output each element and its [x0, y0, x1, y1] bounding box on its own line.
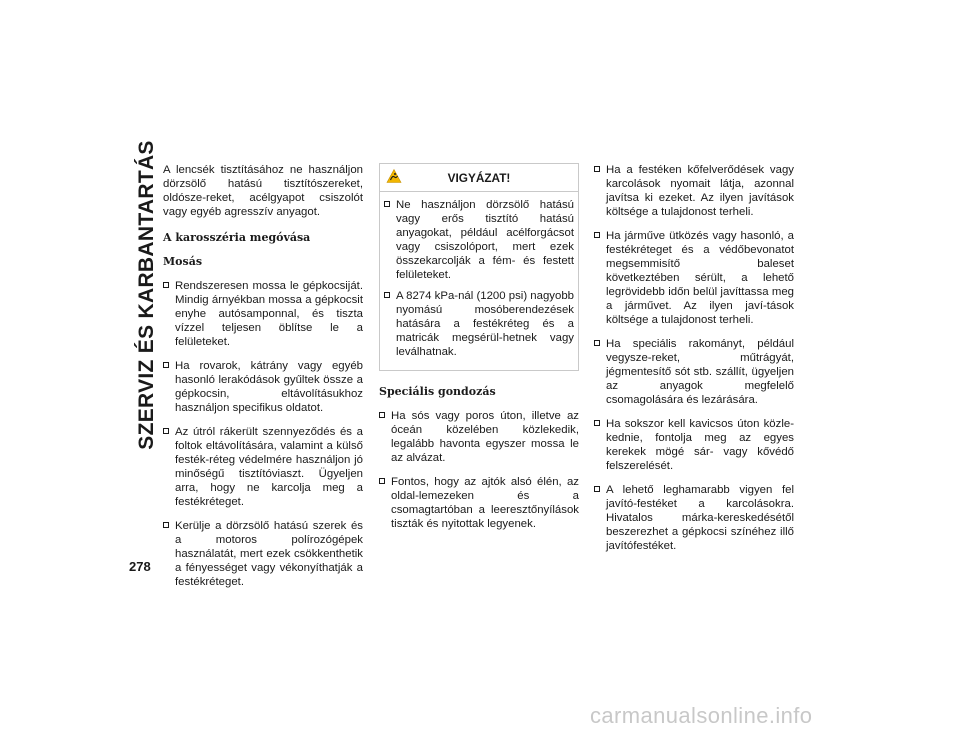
section-heading-body-care: A karosszéria megóvása	[163, 231, 311, 244]
list-item: Ha sokszor kell kavicsos úton közle-kednie, fontolja meg az egyes kerekek mögé sár- vagy kővédő felszerelését.	[594, 417, 794, 473]
list-item: Az útról rákerült szennyeződés és a foltok eltávolítására, valamint a külső festék-réteg védelmére használjon jó minőségű tisztítóviaszt. Ügyeljen arra, hogy ne karcolja meg a festékréteget.	[163, 425, 363, 509]
list-item: Ha a festéken kőfelverődések vagy karcolások nyomait látja, azonnal javítsa ki ezeket. Az ilyen javítások költsége a tulajdonost terheli.	[594, 163, 794, 219]
square-bullet-icon	[594, 166, 600, 172]
list-item: Ha rovarok, kátrány vagy egyéb hasonló lerakódások gyűltek össze a gépkocsin, eltávolításukhoz használjon specifikus oldatot.	[163, 359, 363, 415]
list-item: Ha speciális rakományt, például vegysze-reket, műtrágyát, jégmentesítő sót stb. szállít, ügyeljen az anyagok megfelelő csomagolására és lezárására.	[594, 337, 794, 407]
list-item: Rendszeresen mossa le gépkocsiját. Mindig árnyékban mossa a gépkocsit enyhe autósamponnal, és tiszta vízzel teljesen öblítse le a felületeket.	[163, 279, 363, 349]
square-bullet-icon	[594, 486, 600, 492]
intro-paragraph: A lencsék tisztításához ne használjon dörzsölő hatású tisztítószereket, oldósze-reket, acélgyapot csiszolót vagy egyéb agresszív anyagot.	[163, 164, 363, 218]
list-item: Kerülje a dörzsölő hatású szerek és a motoros polírozógépek használatát, mert ezek csökkenthetik a fényességet vagy vékonyíthatják a festékréteget.	[163, 519, 363, 589]
square-bullet-icon	[379, 478, 385, 484]
square-bullet-icon	[384, 292, 390, 298]
square-bullet-icon	[594, 340, 600, 346]
page-number: 278	[129, 559, 151, 574]
section-title-text: SZERVIZ ÉS KARBANTARTÁS	[135, 140, 158, 450]
square-bullet-icon	[384, 201, 390, 207]
warning-box	[379, 163, 579, 371]
list-item: Ha járműve ütközés vagy hasonló, a festékréteget és a védőbevonatot megsemmisítő baleset következtében sérült, a lehető legrövidebb időn belül javíttassa meg a járművet. Az ilyen javí-tások költsége a tulajdonost terheli.	[594, 229, 794, 327]
list-item: A 8274 kPa-nál (1200 psi) nagyobb nyomású mosóberendezések hatására a festékréteg és a matricák megsérül-hetnek vagy leválhatnak.	[384, 289, 574, 359]
square-bullet-icon	[594, 420, 600, 426]
warning-triangle-icon	[386, 168, 402, 184]
watermark: carmanualsonline.info	[590, 703, 813, 728]
list-item: Ha sós vagy poros úton, illetve az óceán közelében közlekedik, legalább havonta egyszer mossa le az alvázat.	[379, 409, 579, 465]
special-care-list	[379, 409, 579, 531]
square-bullet-icon	[163, 362, 169, 368]
warning-title: VIGYÁZAT!	[447, 171, 511, 185]
column-right	[594, 163, 794, 563]
column-left	[163, 163, 363, 599]
washing-list	[163, 279, 363, 589]
square-bullet-icon	[594, 232, 600, 238]
square-bullet-icon	[163, 428, 169, 434]
subheading-washing: Mosás	[163, 255, 203, 268]
square-bullet-icon	[163, 282, 169, 288]
list-item: Ne használjon dörzsölő hatású vagy erős tisztító hatású anyagokat, például acélforgácsot vagy csiszolóport, mert ezek összekarcolják a fém- és festett felületeket.	[384, 198, 574, 282]
square-bullet-icon	[379, 412, 385, 418]
column-middle	[379, 163, 579, 541]
section-heading-special-care: Speciális gondozás	[379, 385, 496, 398]
warning-header	[380, 164, 578, 192]
square-bullet-icon	[163, 522, 169, 528]
warning-list	[384, 198, 574, 359]
list-item: Fontos, hogy az ajtók alsó élén, az oldal-lemezeken és a csomagtartóban a leeresztőnyílások tiszták és nyitottak legyenek.	[379, 475, 579, 531]
special-care-list-continued	[594, 163, 794, 553]
list-item: A lehető leghamarabb vigyen fel javító-festéket a karcolásokra. Hivatalos márka-kereskedésétől beszerezhet a gépkocsi színéhez illő javítófestéket.	[594, 483, 794, 553]
